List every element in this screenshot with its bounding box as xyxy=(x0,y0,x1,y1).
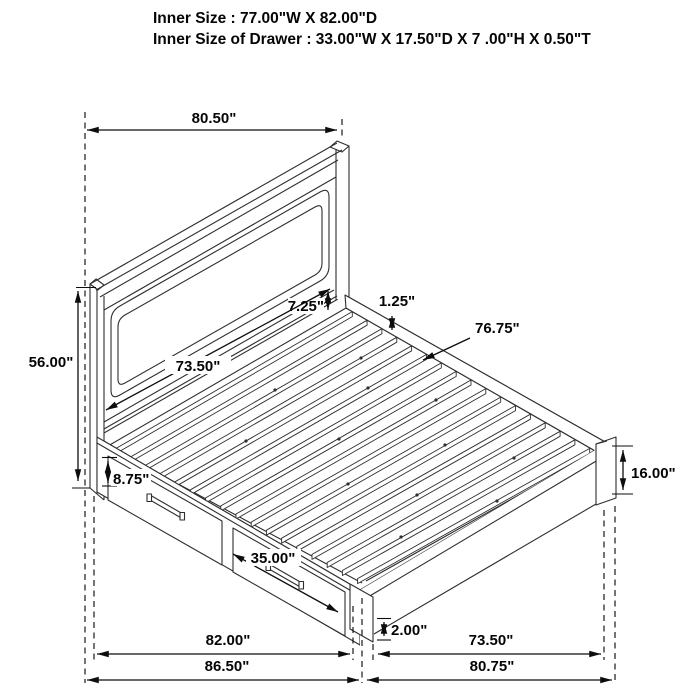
header-line1: Inner Size : 77.00"W X 82.00"D xyxy=(153,10,378,27)
dim-footboard-height-label: 16.00" xyxy=(631,465,676,482)
dim-headboard-height-label: 56.00" xyxy=(28,354,74,371)
dim-headboard-width-label: 80.50" xyxy=(191,110,237,127)
dim-overall-length-label: 86.50" xyxy=(204,658,250,675)
dim-drawer-width-label: 35.00" xyxy=(250,550,296,567)
dim-panel-gap-label: 7.25" xyxy=(287,298,324,315)
header-line2: Inner Size of Drawer : 33.00"W X 17.50"D X 7 .00"H X 0.50"T xyxy=(153,31,591,48)
footboard-right-leg xyxy=(596,437,616,505)
dim-overall-width-label: 80.75" xyxy=(469,658,515,675)
dim-footboard-inner-width-label: 73.50" xyxy=(468,632,514,649)
dim-footboard-height xyxy=(612,446,676,494)
dim-side-rail-length xyxy=(97,632,350,654)
dim-headboard-width xyxy=(87,110,337,130)
dim-floor-clearance-label: 2.00" xyxy=(391,622,428,639)
dim-headboard-height xyxy=(29,288,96,489)
dim-overall-length xyxy=(87,658,359,680)
dim-overall-width xyxy=(367,658,612,680)
dim-slat-thickness-label: 1.25" xyxy=(378,293,416,310)
dim-drawer-height-label: 8.75" xyxy=(113,471,150,488)
dim-headboard-inner-width-label: 73.50" xyxy=(175,358,221,375)
dim-slat-length-label: 76.75" xyxy=(475,320,520,337)
dim-side-rail-length-label: 82.00" xyxy=(205,632,251,649)
